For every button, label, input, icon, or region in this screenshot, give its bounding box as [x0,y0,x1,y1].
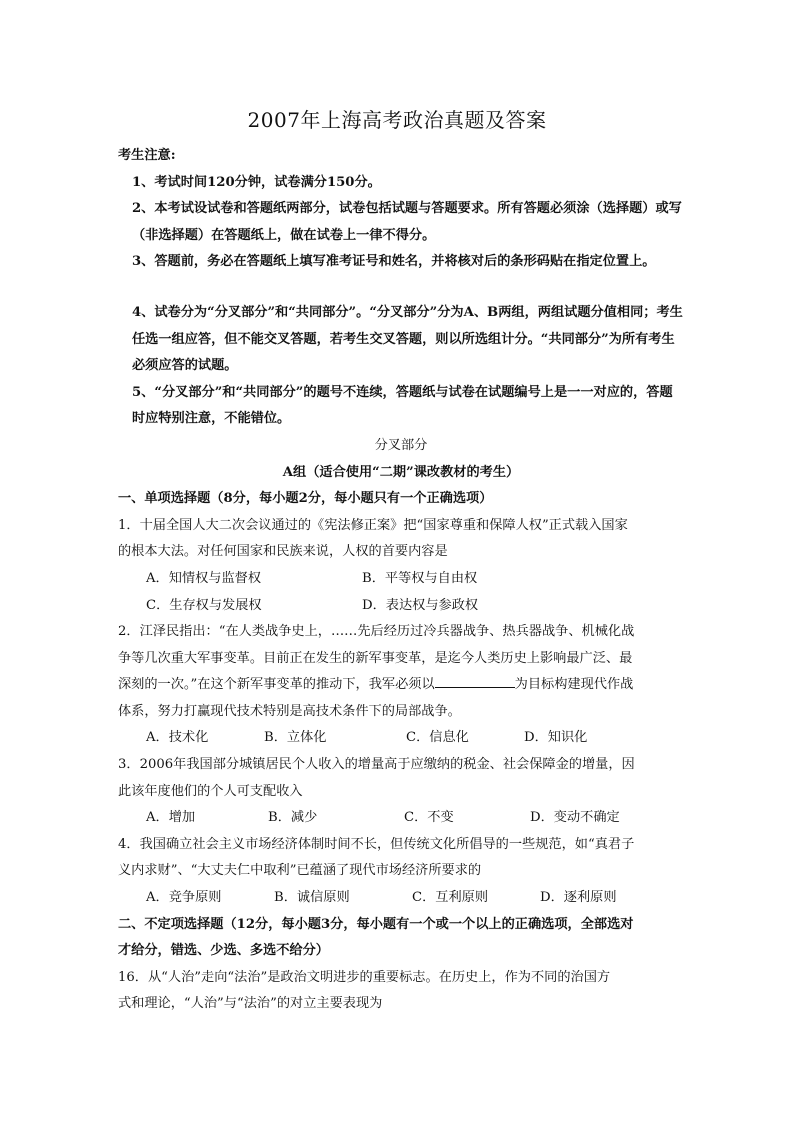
q1-option-d: D．表达权与参政权 [362,597,479,613]
q2-stem-line3 [118,672,684,699]
q2-option-b: B．立体化 [264,730,327,746]
part2-heading-line1: 二、不定项选择题（12分，每小题3分，每小题有一个或一个以上的正确选项，全部选对 [118,916,634,932]
q3-option-b: B．减少 [268,810,318,826]
q3-option-a: A．增加 [146,810,196,826]
q4-option-c: C．互利原则 [412,890,489,906]
document-body [118,143,684,1018]
q3-options [118,805,684,832]
q4-stem-line1: 4．我国确立社会主义市场经济体制时间不长，但传统文化所倡导的一些规范，如“真君子 [118,836,635,852]
q2-option-d: D．知识化 [524,730,588,746]
notice-item-2-text: 2、本考试设试卷和答题纸两部分，试卷包括试题与答题要求。所有答题必须涂（选择题）或写（非选择题）在答题纸上，做在试卷上一律不得分。 [132,201,682,243]
q4-option-a: A．竞争原则 [146,890,222,906]
spacer [118,276,684,300]
q2-options [118,725,684,752]
notice-item-5: 5、“分叉部分”和“共同部分”的题号不连续，答题纸与试卷在试题编号上是一一对应的，答题时应特别注意，不能错位。 [132,384,673,427]
q1-stem-line1: 1．十届全国人大二次会议通过的《宪法修正案》把“国家尊重和保障人权”正式载入国家 [118,517,628,533]
q1-options-row1 [118,566,684,593]
q4-option-d: D．逐利原则 [540,890,617,906]
q4-stem-line2: 义内求财”、“大丈夫仁中取利”已蕴涵了现代市场经济所要求的 [118,863,482,879]
q4-option-b: B．诚信原则 [274,890,350,906]
notice-item-1: 1、考试时间120分钟，试卷满分150分。 [132,174,381,190]
q3-stem-line2: 此该年度他们的个人可支配收入 [118,783,303,799]
notice-item-4: 4、试卷分为“分叉部分”和“共同部分”。“分叉部分”分为A、B两组，两组试题分值相同；考生任选一组应答，但不能交叉答题，若考生交叉答题，则以所选组计分。“共同部分”为所有考生必须应答的试题。 [132,304,683,374]
q1-stem-line2: 的根本大法。对任何国家和民族来说，人权的首要内容是 [118,544,448,560]
q16-stem-line2: 式和理论，“人治”与“法治”的对立主要表现为 [118,996,383,1012]
q3-option-d: D．变动不确定 [530,810,620,826]
group-heading: A组（适合使用“二期”课改教材的考生） [282,464,520,480]
q3-option-c: C．不变 [404,810,454,826]
q1-option-b: B．平等权与自由权 [362,570,478,586]
section-heading: 分叉部分 [374,437,428,453]
answer-blank [435,673,515,688]
q1-option-a: A．知情权与监督权 [146,570,262,586]
part1-heading: 一、单项选择题（8分，每小题2分，每小题只有一个正确选项） [118,491,493,507]
page-title: 2007年上海高考政治真题及答案 [247,108,547,132]
q2-option-c: C．信息化 [406,730,469,746]
notice-heading: 考生注意: [118,148,176,163]
q2-stem-line3-part2: 为目标构建现代作战 [514,677,634,693]
q2-stem-line4: 体系，努力打赢现代技术特别是高技术条件下的局部战争。 [118,703,461,719]
q2-stem-line3-part1: 深刻的一次。”在这个新军事变革的推动下，我军必须以 [118,677,435,693]
q16-stem-line1: 16．从“人治”走向“法治”是政治文明进步的重要标志。在历史上，作为不同的治国方 [118,969,611,985]
q2-stem-line2: 争等几次重大军事变革。目前正在发生的新军事变革，是迄今人类历史上影响最广泛、最 [118,650,633,666]
part2-heading-line2: 才给分，错选、少选、多选不给分） [118,943,329,959]
q3-stem-line1: 3．2006年我国部分城镇居民个人收入的增量高于应缴纳的税金、社会保障金的增量，因 [118,757,635,773]
q1-options-row2 [118,593,684,620]
notice-item-2 [118,196,684,249]
q1-option-c: C．生存权与发展权 [146,597,262,613]
q4-options [118,885,684,912]
notice-item-3: 3、答题前，务必在答题纸上填写准考证号和姓名，并将核对后的条形码贴在指定位置上。 [132,254,656,270]
q2-stem-line1: 2．江泽民指出：“在人类战争史上，……先后经历过冷兵器战争、热兵器战争、机械化战 [118,624,635,640]
q2-option-a: A．技术化 [146,730,209,746]
